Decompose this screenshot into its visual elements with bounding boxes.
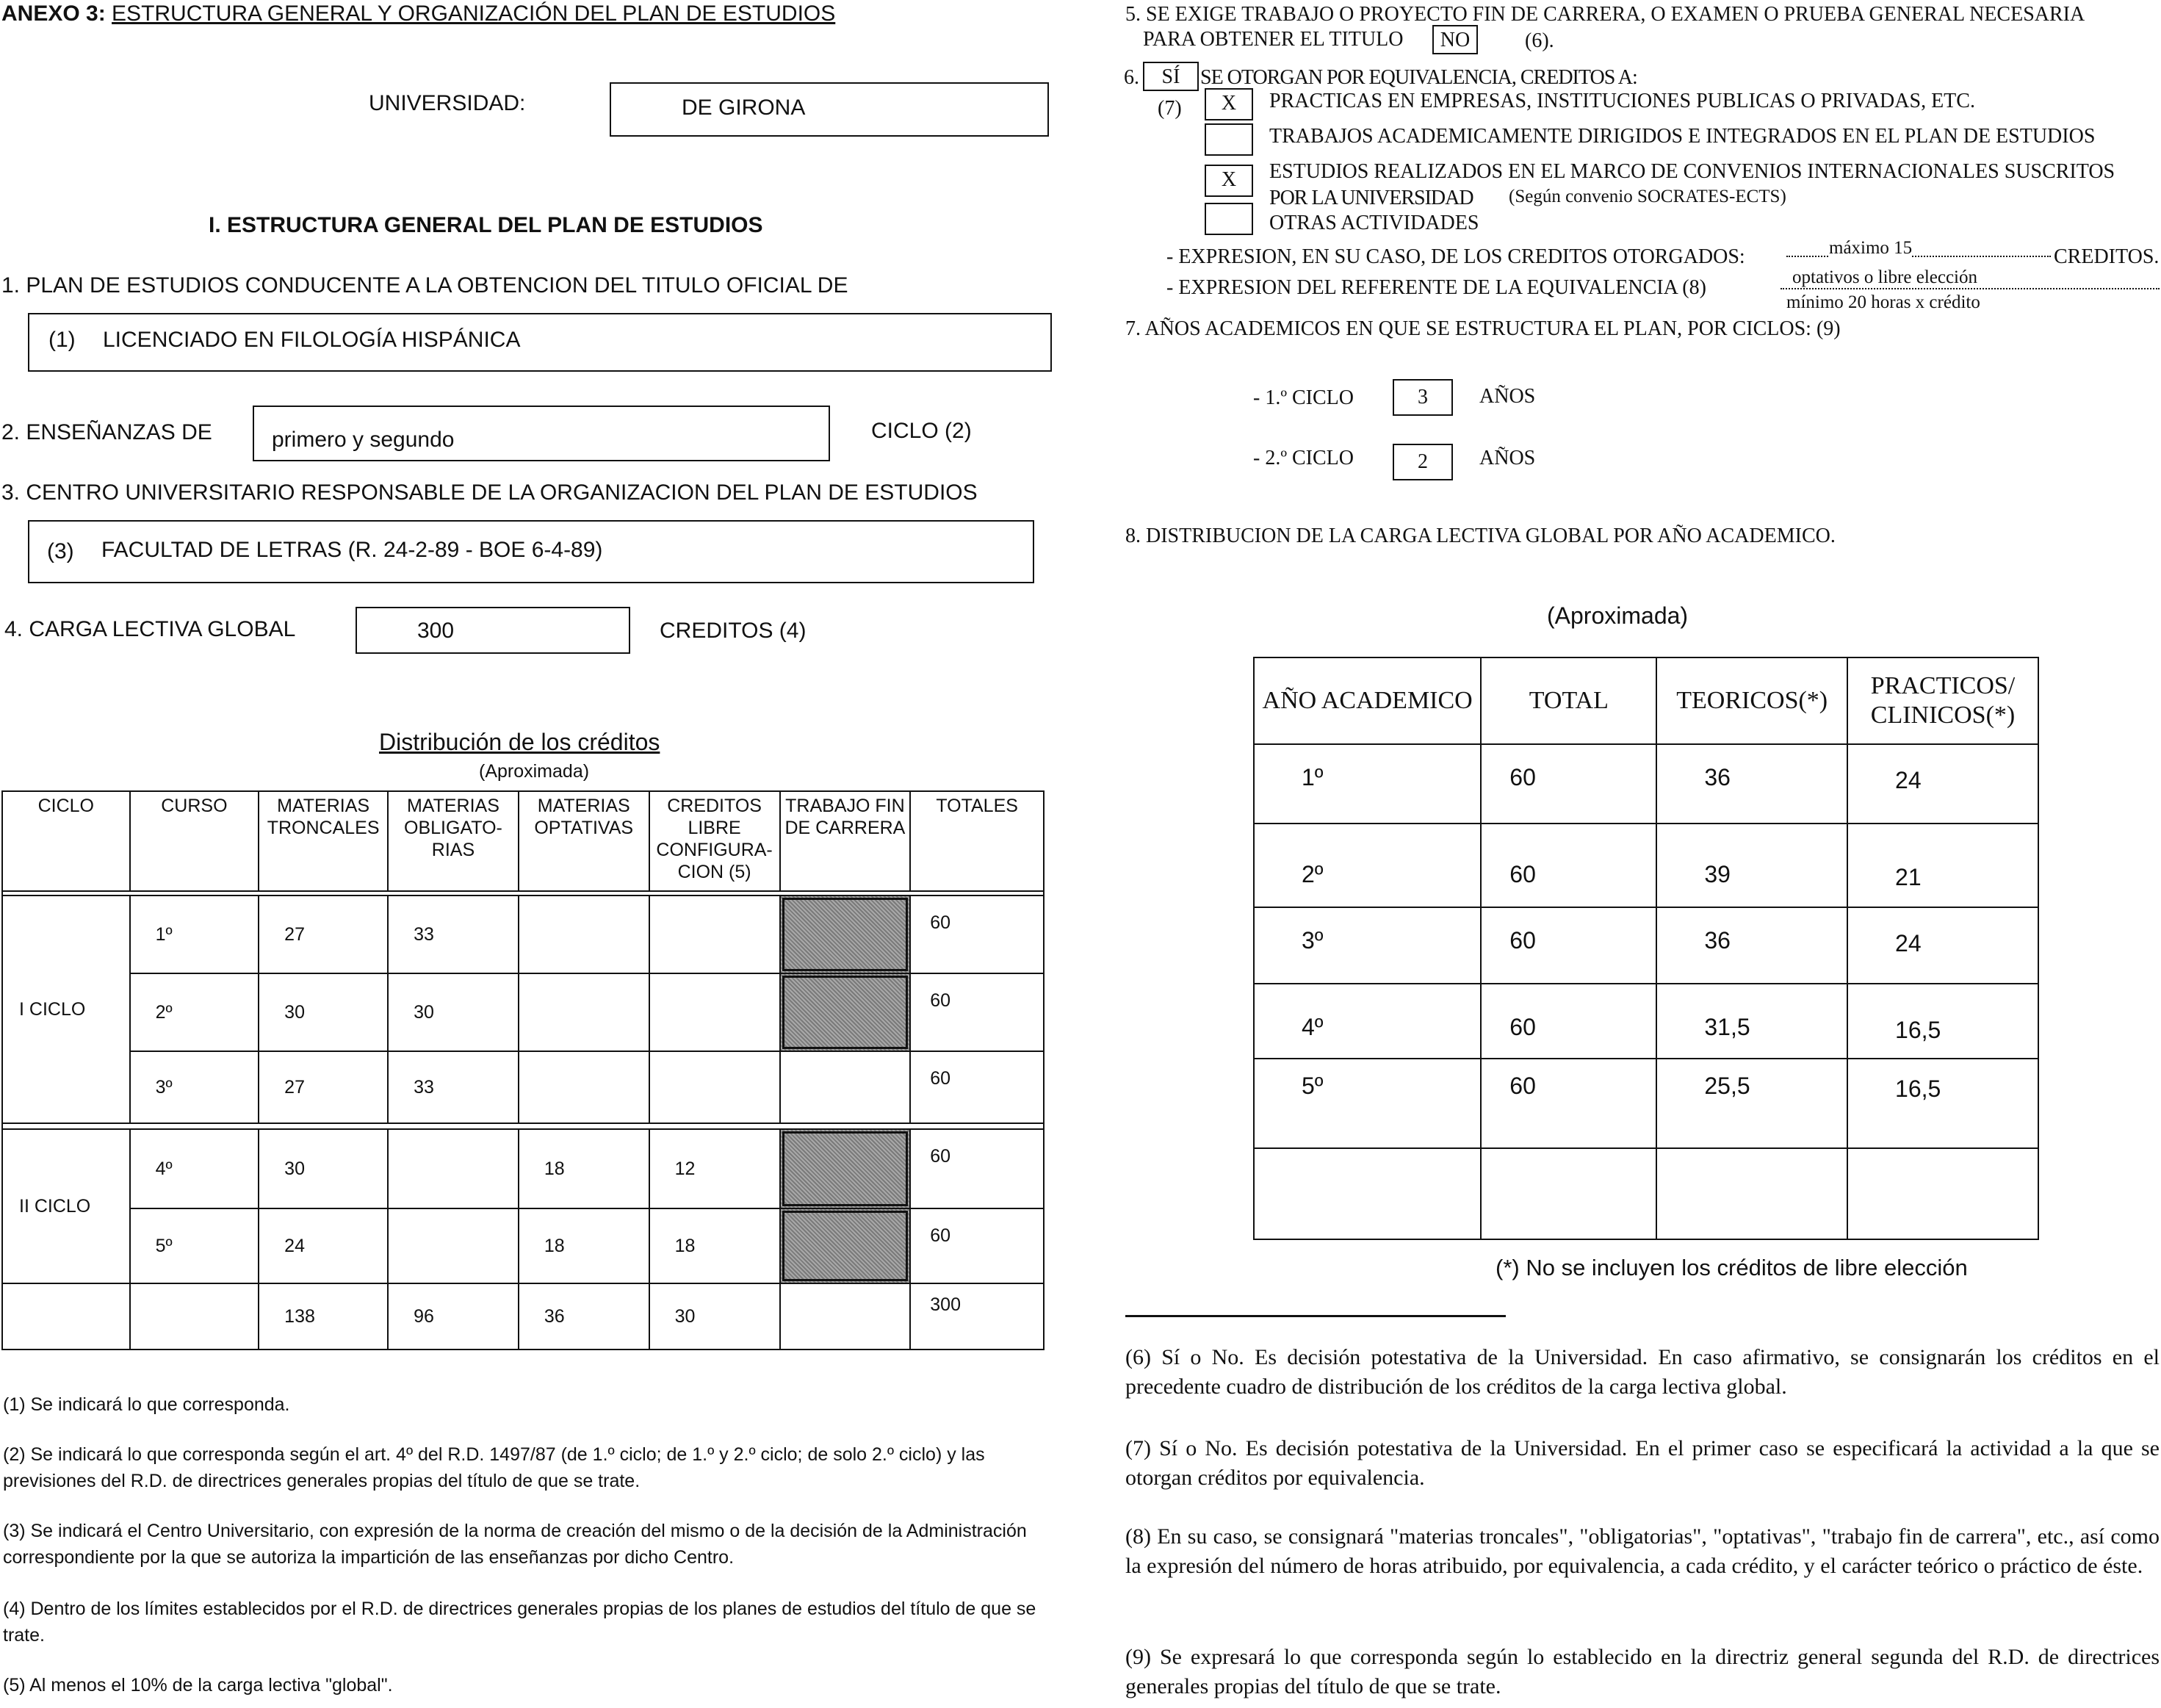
practicos-cell: 16,5 bbox=[1847, 1059, 2038, 1148]
annex-label: ANEXO 3: bbox=[1, 1, 106, 26]
item2-suffix: CICLO (2) bbox=[871, 419, 972, 443]
teoricos-cell: 31,5 bbox=[1656, 984, 1847, 1059]
obligatorias-cell: 33 bbox=[388, 896, 519, 973]
option-convenios-line2: POR LA UNIVERSIDAD bbox=[1269, 187, 1473, 209]
university-field bbox=[610, 82, 1049, 137]
academic-year-table bbox=[1253, 657, 2039, 1240]
troncales-cell: 30 bbox=[259, 973, 388, 1051]
troncales-total: 138 bbox=[259, 1283, 388, 1350]
footnote-divider bbox=[1125, 1315, 1506, 1317]
table-row bbox=[2, 896, 1044, 973]
header-practicos: PRACTICOS/ CLINICOS(*) bbox=[1847, 657, 2038, 744]
teoricos-cell: 36 bbox=[1656, 907, 1847, 984]
cycle2-years-box: 2 bbox=[1393, 444, 1453, 480]
cycle2-label: - 2.º CICLO bbox=[1253, 447, 1354, 469]
trabajo-fin-shaded-cell bbox=[780, 896, 911, 973]
expr1-value: máximo 15 bbox=[1829, 238, 1913, 258]
item3-value: FACULTAD DE LETRAS (R. 24-2-89 - BOE 6-4-89) bbox=[101, 538, 603, 562]
expr2-value: optativos o libre elección bbox=[1792, 267, 1978, 287]
item5-ref: (6). bbox=[1525, 29, 1554, 52]
expr2-dotline bbox=[1781, 288, 2160, 289]
table-row bbox=[1254, 1059, 2038, 1148]
practicos-cell: 21 bbox=[1847, 824, 2038, 907]
year-cell: 4º bbox=[1254, 984, 1481, 1059]
option-practicas-checkbox[interactable]: X bbox=[1205, 88, 1253, 120]
practicos-cell: 24 bbox=[1847, 907, 2038, 984]
table-row bbox=[1254, 984, 2038, 1059]
option-trabajos-label: TRABAJOS ACADEMICAMENTE DIRIGIDOS E INTEGRADOS EN EL PLAN DE ESTUDIOS bbox=[1269, 125, 2096, 148]
libre-cell bbox=[649, 896, 780, 973]
course-cell: 1º bbox=[130, 896, 259, 973]
table-row bbox=[1254, 824, 2038, 907]
total-cell: 60 bbox=[1481, 1059, 1656, 1148]
header-total: TOTAL bbox=[1481, 657, 1656, 744]
cycle-label: I CICLO bbox=[2, 896, 130, 1123]
expr1-dotline bbox=[1786, 256, 2051, 257]
troncales-cell: 30 bbox=[259, 1129, 388, 1208]
table-row bbox=[2, 1129, 1044, 1208]
table-row bbox=[1254, 907, 2038, 984]
cycle-label: II CICLO bbox=[2, 1129, 130, 1283]
item8-label: 8. DISTRIBUCION DE LA CARGA LECTIVA GLOBAL POR AÑO ACADEMICO. bbox=[1125, 525, 1836, 547]
year-cell: 1º bbox=[1254, 744, 1481, 824]
grand-total: 300 bbox=[910, 1283, 1044, 1350]
cycle1-label: - 1.º CICLO bbox=[1253, 386, 1354, 409]
trabajo-fin-shaded-cell bbox=[780, 973, 911, 1051]
item1-label: 1. PLAN DE ESTUDIOS CONDUCENTE A LA OBTENCION DEL TITULO OFICIAL DE bbox=[1, 273, 848, 298]
item4-field bbox=[356, 607, 630, 654]
total-cell: 60 bbox=[910, 1129, 1044, 1208]
course-cell: 5º bbox=[130, 1208, 259, 1283]
item5-no-box: NO bbox=[1432, 25, 1478, 54]
header-troncales: MATERIAS TRONCALES bbox=[259, 791, 388, 891]
footnote-9: (9) Se expresará lo que corresponda según lo establecido en la directriz general segunda del R.D. de directrices generales propias del título de que se trate. bbox=[1125, 1645, 2160, 1698]
optativas-cell bbox=[519, 896, 649, 973]
footnote-3: (3) Se indicará el Centro Universitario, con expresión de la norma de creación del mismo o de la decisión de la Administración correspondiente por la que se autoriza la impartición de las enseñanzas por dicho Centro. bbox=[3, 1521, 1027, 1568]
header-curso: CURSO bbox=[130, 791, 259, 891]
university-value: DE GIRONA bbox=[682, 96, 806, 120]
header-trabajo-fin: TRABAJO FIN DE CARRERA bbox=[780, 791, 911, 891]
footnote-4: (4) Dentro de los límites establecidos por el R.D. de directrices generales propias de los planes de estudios del título de que se trate. bbox=[3, 1599, 1036, 1646]
header-ciclo: CICLO bbox=[2, 791, 130, 891]
expr1-label: - EXPRESION, EN SU CASO, DE LOS CREDITOS OTORGADOS: bbox=[1166, 245, 1745, 268]
table-row bbox=[2, 973, 1044, 1051]
cycle1-years-box: 3 bbox=[1393, 379, 1453, 416]
option-otras-label: OTRAS ACTIVIDADES bbox=[1269, 212, 1479, 234]
total-cell: 60 bbox=[1481, 824, 1656, 907]
troncales-cell: 24 bbox=[259, 1208, 388, 1283]
item2-field bbox=[253, 406, 830, 461]
footnote-7: (7) Sí o No. Es decisión potestativa de la Universidad. En el primer caso se especificará la actividad a la que se otorgan créditos por equivalencia. bbox=[1125, 1436, 2160, 1490]
university-label: UNIVERSIDAD: bbox=[369, 91, 526, 115]
table-row bbox=[1254, 744, 2038, 824]
item1-value: LICENCIADO EN FILOLOGÍA HISPÁNICA bbox=[103, 328, 521, 352]
footnote-1: (1) Se indicará lo que corresponda. bbox=[3, 1394, 290, 1415]
teoricos-cell: 39 bbox=[1656, 824, 1847, 907]
libre-cell: 18 bbox=[649, 1208, 780, 1283]
option-convenios-label: ESTUDIOS REALIZADOS EN EL MARCO DE CONVENIOS INTERNACIONALES SUSCRITOS bbox=[1269, 160, 2115, 183]
year-cell: 3º bbox=[1254, 907, 1481, 984]
item4-label: 4. CARGA LECTIVA GLOBAL bbox=[4, 617, 296, 641]
obligatorias-cell: 30 bbox=[388, 973, 519, 1051]
header-obligatorias: MATERIAS OBLIGATO- RIAS bbox=[388, 791, 519, 891]
practicos-cell: 24 bbox=[1847, 744, 2038, 824]
item2-value: primero y segundo bbox=[272, 428, 455, 452]
libre-cell: 12 bbox=[649, 1129, 780, 1208]
course-cell: 2º bbox=[130, 973, 259, 1051]
footnote-6: (6) Sí o No. Es decisión potestativa de la Universidad. En caso afirmativo, se consignarán los créditos en el precedente cuadro de distribución de los créditos de la carga lectiva global. bbox=[1125, 1345, 2160, 1399]
optativas-cell: 18 bbox=[519, 1208, 649, 1283]
cycle1-years-word: AÑOS bbox=[1479, 385, 1536, 408]
optativas-total: 36 bbox=[519, 1283, 649, 1350]
table-row bbox=[2, 1208, 1044, 1283]
item4-suffix: CREDITOS (4) bbox=[660, 619, 807, 643]
option-convenios-note: (Según convenio SOCRATES-ECTS) bbox=[1509, 187, 1786, 206]
obligatorias-total: 96 bbox=[388, 1283, 519, 1350]
expr1-suffix: CREDITOS. bbox=[2054, 245, 2160, 268]
item6-ref: (7) bbox=[1158, 97, 1182, 120]
item8-approx: (Aproximada) bbox=[1547, 602, 1689, 629]
item6-si-box: SÍ bbox=[1143, 62, 1199, 91]
header-teoricos: TEORICOS(*) bbox=[1656, 657, 1847, 744]
total-cell: 60 bbox=[1481, 907, 1656, 984]
practicos-cell: 16,5 bbox=[1847, 984, 2038, 1059]
credits-distribution-table bbox=[1, 790, 1045, 1350]
course-cell: 4º bbox=[130, 1129, 259, 1208]
teoricos-cell: 25,5 bbox=[1656, 1059, 1847, 1148]
course-cell: 3º bbox=[130, 1051, 259, 1123]
libre-cell bbox=[649, 1051, 780, 1123]
item7-label: 7. AÑOS ACADEMICOS EN QUE SE ESTRUCTURA EL PLAN, POR CICLOS: (9) bbox=[1125, 317, 1841, 340]
footnote-5: (5) Al menos el 10% de la carga lectiva "global". bbox=[3, 1675, 393, 1696]
year-cell: 2º bbox=[1254, 824, 1481, 907]
item6-num: 6. bbox=[1124, 66, 1139, 89]
cycle2-years-word: AÑOS bbox=[1479, 447, 1536, 469]
header-libre-configuracion: CREDITOS LIBRE CONFIGURA- CION (5) bbox=[649, 791, 780, 891]
total-cell: 60 bbox=[910, 973, 1044, 1051]
trabajo-fin-shaded-cell bbox=[780, 1208, 911, 1283]
option-trabajos-checkbox[interactable] bbox=[1205, 123, 1253, 156]
obligatorias-cell: 33 bbox=[388, 1051, 519, 1123]
expr2-value2: mínimo 20 horas x crédito bbox=[1786, 292, 1980, 312]
item2-label: 2. ENSEÑANZAS DE bbox=[1, 420, 212, 444]
troncales-cell: 27 bbox=[259, 896, 388, 973]
item3-label: 3. CENTRO UNIVERSITARIO RESPONSABLE DE LA ORGANIZACION DEL PLAN DE ESTUDIOS bbox=[1, 480, 978, 505]
total-cell: 60 bbox=[1481, 984, 1656, 1059]
item3-num: (3) bbox=[47, 539, 74, 563]
footnote-8: (8) En su caso, se consignará "materias troncales", "obligatorias", "optativas", "trabajo fin de carrera", etc., así como la expresión del número de horas atribuido, por equivalencia, a cada crédito, y el carácter teórico o práctico de éste. bbox=[1125, 1524, 2160, 1578]
optativas-cell bbox=[519, 1051, 649, 1123]
option-convenios-checkbox[interactable]: X bbox=[1205, 165, 1253, 197]
totals-row bbox=[2, 1283, 1044, 1350]
header-totales: TOTALES bbox=[910, 791, 1044, 891]
annex-title: ESTRUCTURA GENERAL Y ORGANIZACIÓN DEL PLAN DE ESTUDIOS bbox=[112, 1, 836, 26]
libre-total: 30 bbox=[649, 1283, 780, 1350]
header-ano-academico: AÑO ACADEMICO bbox=[1254, 657, 1481, 744]
distribution-title: Distribución de los créditos bbox=[379, 729, 660, 755]
total-cell: 60 bbox=[910, 896, 1044, 973]
item5-line1: 5. SE EXIGE TRABAJO O PROYECTO FIN DE CARRERA, O EXAMEN O PRUEBA GENERAL NECESARIA bbox=[1125, 3, 2085, 26]
item6-text: SE OTORGAN POR EQUIVALENCIA, CREDITOS A: bbox=[1200, 66, 1637, 89]
academic-table-note: (*) No se incluyen los créditos de libre elección bbox=[1496, 1255, 1968, 1280]
item4-value: 300 bbox=[417, 619, 455, 643]
optativas-cell: 18 bbox=[519, 1129, 649, 1208]
footnote-2: (2) Se indicará lo que corresponda según el art. 4º del R.D. 1497/87 (de 1.º ciclo; de 1.º y 2.º ciclo; de solo 2.º ciclo) y las previsiones del R.D. de directrices generales propias del título de que se trate. bbox=[3, 1444, 985, 1491]
item1-field bbox=[28, 313, 1052, 372]
trabajo-fin-cell bbox=[780, 1051, 911, 1123]
item5-line2: PARA OBTENER EL TITULO bbox=[1143, 28, 1404, 51]
item3-field bbox=[28, 520, 1034, 583]
expr2-label: - EXPRESION DEL REFERENTE DE LA EQUIVALENCIA (8) bbox=[1166, 276, 1706, 299]
year-cell: 5º bbox=[1254, 1059, 1481, 1148]
table-row bbox=[2, 1051, 1044, 1123]
libre-cell bbox=[649, 973, 780, 1051]
optativas-cell bbox=[519, 973, 649, 1051]
troncales-cell: 27 bbox=[259, 1051, 388, 1123]
total-cell: 60 bbox=[910, 1051, 1044, 1123]
header-optativas: MATERIAS OPTATIVAS bbox=[519, 791, 649, 891]
annex-heading bbox=[1, 1, 835, 26]
obligatorias-cell bbox=[388, 1129, 519, 1208]
distribution-subtitle: (Aproximada) bbox=[479, 761, 590, 782]
total-cell: 60 bbox=[910, 1208, 1044, 1283]
obligatorias-cell bbox=[388, 1208, 519, 1283]
teoricos-cell: 36 bbox=[1656, 744, 1847, 824]
section-title: I. ESTRUCTURA GENERAL DEL PLAN DE ESTUDIOS bbox=[209, 213, 763, 237]
item1-num: (1) bbox=[48, 328, 76, 352]
table-row bbox=[1254, 1148, 2038, 1239]
option-practicas-label: PRACTICAS EN EMPRESAS, INSTITUCIONES PUBLICAS O PRIVADAS, ETC. bbox=[1269, 90, 1975, 112]
option-otras-checkbox[interactable] bbox=[1205, 203, 1253, 235]
total-cell: 60 bbox=[1481, 744, 1656, 824]
trabajo-fin-shaded-cell bbox=[780, 1129, 911, 1208]
